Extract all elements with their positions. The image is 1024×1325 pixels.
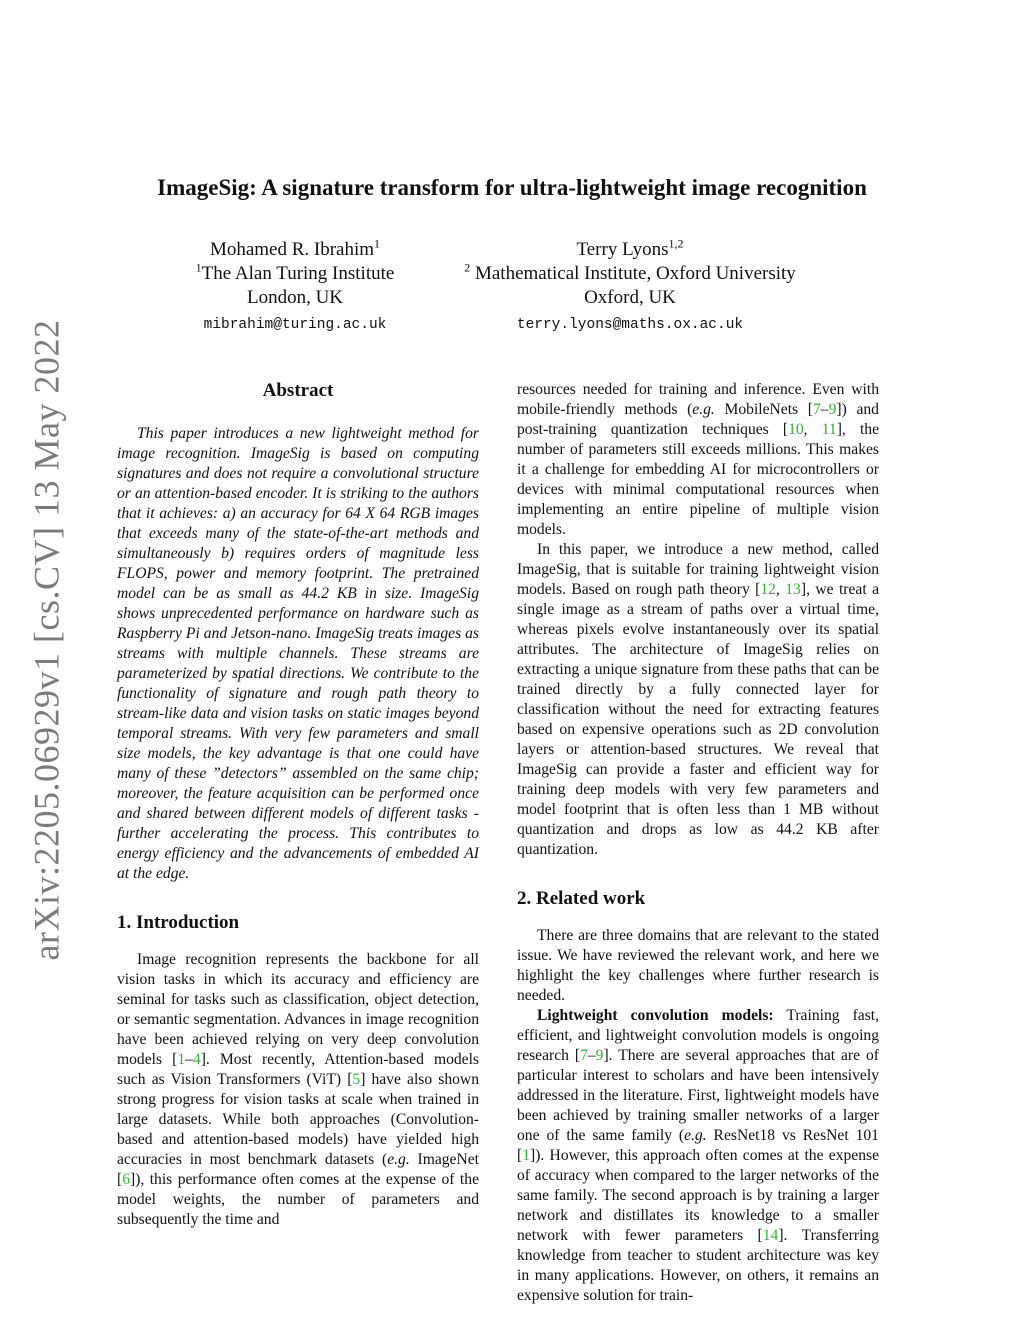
- related-work-paragraph-1: There are three domains that are relevant to the stated issue. We have reviewed the relevant work, and here we highlight the key challenges where further research is needed.: [517, 927, 879, 1004]
- related-work-paragraph-2: Lightweight convolution models: Training fast, efficient, and lightweight convolution models is ongoing research [7–9]. There are several approaches that are of particular interest to scholars and have been intensively addressed in the literature. First, lightweight models have been achieved by training smaller networks of a larger one of the same family (e.g. ResNet18 vs ResNet 101 [1]). However, this approach often comes at the expense of accuracy when compared to the larger networks of the same family. The second approach is by training a larger network and distillates its knowledge to a smaller network with fewer parameters [14]. Transferring knowledge from teacher to student architecture was key in many applications. However, on others, it remains an expensive solution for train-: [517, 1007, 879, 1304]
- introduction-heading: 1. Introduction: [117, 912, 240, 933]
- citation-link[interactable]: 4: [192, 1051, 201, 1068]
- introduction-paragraph: Image recognition represents the backbone for all vision tasks in which its accuracy and efficiency are seminal for tasks such as classification, object detection, or semantic segmentation. Advances in image recognition have been achieved relying on very deep convolution models [1–4]. Most recently, Attention-based models such as Vision Transformers (ViT) [5] have also shown strong progress for vision tasks at scale when trained in large datasets. While both approaches (Convolution-based and attention-based models) have yielded high accuracies in most benchmark datasets (e.g. ImageNet [6]), this performance often comes at the expense of the model weights, the number of parameters and subsequently the time and: [117, 951, 479, 1228]
- citation-link[interactable]: 13: [785, 581, 801, 598]
- citation-link[interactable]: 9: [828, 401, 837, 418]
- run-in-heading: Lightweight convolution models:: [537, 1007, 774, 1024]
- citation-link[interactable]: 12: [760, 581, 776, 598]
- introduction-paragraph-continued: resources needed for training and inference. Even with mobile-friendly methods (e.g. MobileNets [7–9]) and post-training quantization techniques [10, 11], the number of parameters still exceeds millions. This makes it a challenge for embedding AI for microcontrollers or devices with minimal computational resources when implementing an entire pipeline of multiple vision models.: [517, 381, 879, 538]
- citation-link[interactable]: 1: [177, 1051, 186, 1068]
- paper-title: ImageSig: A signature transform for ultra-lightweight image recognition: [157, 175, 867, 200]
- citation-link[interactable]: 6: [122, 1171, 130, 1188]
- citation-link[interactable]: 11: [821, 421, 837, 438]
- author-affiliation: Mathematical Institute, Oxford University: [474, 263, 796, 284]
- right-column: [517, 380, 879, 1306]
- citation-link[interactable]: 1: [522, 1147, 530, 1164]
- author-email[interactable]: mibrahim@turing.ac.uk: [203, 317, 387, 333]
- arxiv-identifier-text: arXiv:2205.06929v1 [cs.CV] 13 May 2022: [26, 319, 66, 961]
- author-email[interactable]: terry.lyons@maths.ox.ac.uk: [516, 317, 744, 333]
- author-name: Mohamed R. Ibrahim: [209, 239, 375, 260]
- author-affiliation: The Alan Turing Institute: [201, 263, 395, 284]
- citation-link[interactable]: 7: [580, 1047, 588, 1064]
- author-block-1: Mohamed R. Ibrahim$^1$ $^1$The Alan Turing Institute London, UK mibrahim@turing.ac.uk: [170, 238, 420, 336]
- citation-link[interactable]: 7: [813, 401, 821, 418]
- related-work-heading: 2. Related work: [517, 888, 646, 909]
- citation-link[interactable]: 9: [595, 1047, 604, 1064]
- citation-link[interactable]: 14: [762, 1227, 779, 1244]
- author-location: London, UK: [246, 287, 344, 308]
- author-block-2: Terry Lyons$^{1,2}$ $^2$ Mathematical Institute, Oxford University Oxford, UK terry.lyons@maths.ox.ac.uk: [440, 238, 820, 336]
- citation-link[interactable]: 10: [788, 421, 804, 438]
- arxiv-identifier-stamp: [22, 319, 70, 961]
- citation-link[interactable]: 5: [352, 1071, 361, 1088]
- abstract-heading: Abstract: [262, 380, 334, 401]
- abstract-text: This paper introduces a new lightweight method for image recognition. ImageSig is based on computing signatures and does not require a convolutional structure or an attention-based encoder. It is striking to the authors that it achieves: a) an accuracy for 64 X 64 RGB images that exceeds many of the state-of-the-art methods and simultaneously b) requires orders of magnitude less FLOPS, power and memory footprint. The pretrained model can be as small as 44.2 KB in size. ImageSig shows unprecedented performance on hardware such as Raspberry Pi and Jetson-nano. ImageSig treats images as streams with multiple channels. These streams are parameterized by spatial directions. We contribute to the functionality of signature and rough path theory to stream-like data and vision tasks on static images beyond temporal streams. With very few parameters and small size models, the key advantage is that one could have many of these ”detectors” assembled on the same chip; moreover, the feature acquisition can be performed once and shared between different models of different tasks - further accelerating the process. This contributes to energy efficiency and the advancements of embedded AI at the edge.: [117, 425, 479, 882]
- left-column: [117, 380, 479, 1230]
- author-location: Oxford, UK: [584, 287, 676, 308]
- introduction-paragraph-2: In this paper, we introduce a new method, called ImageSig, that is suitable for training lightweight vision models. Based on rough path theory [12, 13], we treat a single image as a stream of paths over a virtual time, whereas pixels evolve instantaneously over its spatial attributes. The architecture of ImageSig relies on extracting a unique signature from these paths that can be trained directly by a fully connected layer for classification without the need for extracting features based on expensive operations such as 2D convolution layers or attention-based structures. We reveal that ImageSig can provide a faster and efficient way for training deep models with very few parameters and model footprint that is often less than 1 MB without quantization and drops as low as 44.2 KB after quantization.: [517, 541, 880, 858]
- author-name: Terry Lyons: [576, 239, 669, 260]
